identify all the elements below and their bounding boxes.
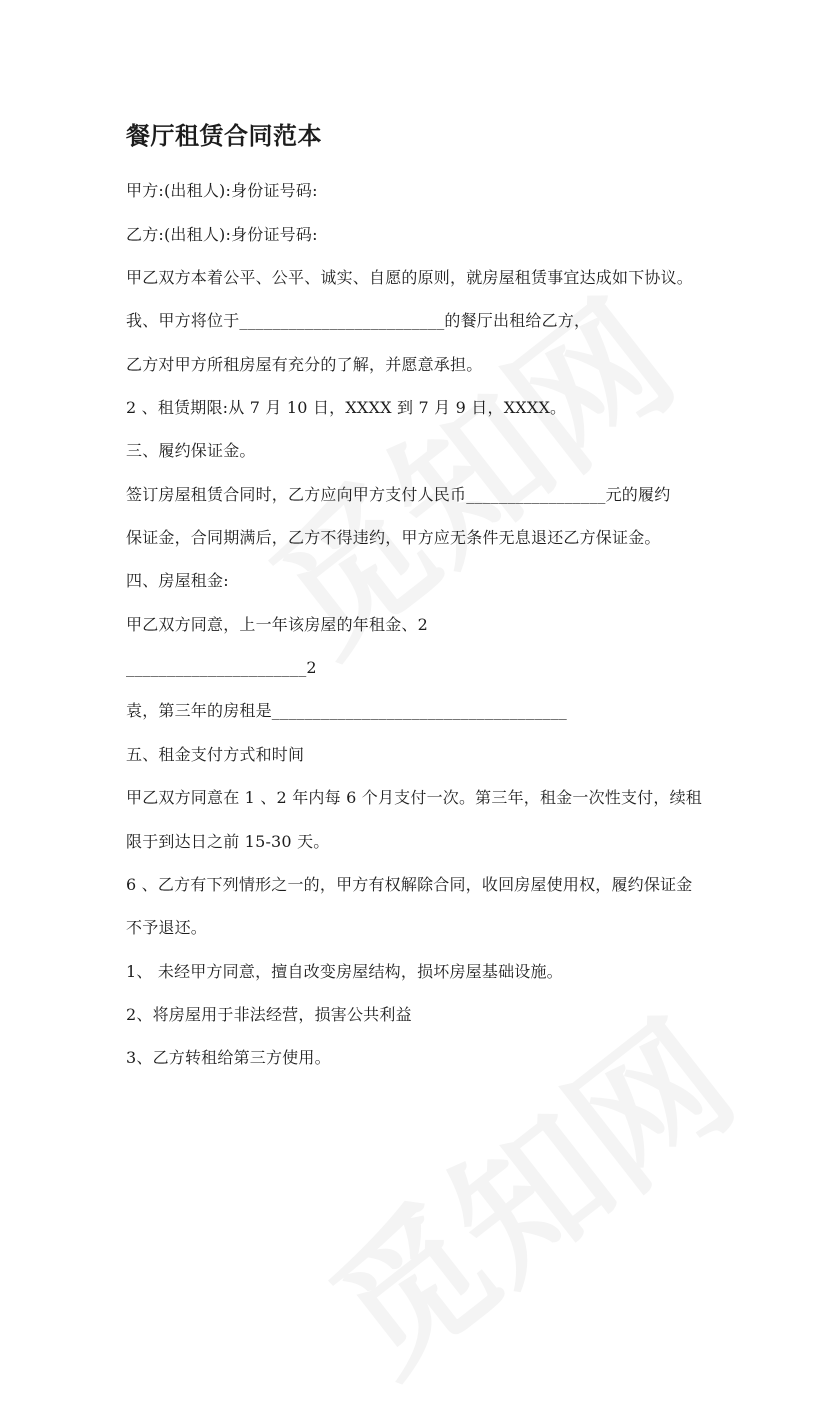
paragraph-line: 甲乙双方本着公平、公平、诚实、自愿的原则，就房屋租赁事宜达成如下协议。	[126, 268, 694, 287]
paragraph-line: 签订房屋租赁合同时，乙方应向甲方支付人民币_________________元的履约	[126, 485, 671, 504]
paragraph-line: 四、房屋租金:	[126, 571, 229, 590]
paragraph-line: 乙方:(出租人):身份证号码:	[126, 225, 318, 244]
paragraph-line: 2 、租赁期限:从 7 月 10 日，XXXX 到 7 月 9 日，XXXX。	[126, 398, 567, 417]
paragraph-line: 不予退还。	[126, 918, 208, 937]
paragraph-line: 我、甲方将位于_________________________的餐厅出租给乙方，	[126, 311, 591, 330]
paragraph-line: 6 、乙方有下列情形之一的，甲方有权解除合同，收回房屋使用权，履约保证金	[126, 875, 693, 894]
watermark-bottom	[281, 964, 769, 1411]
paragraph-line: 限于到达日之前 15-30 天。	[126, 832, 330, 851]
paragraph-line: ______________________2	[126, 658, 317, 677]
paragraph-line: 袁，第三年的房租是____________________________________	[126, 701, 568, 720]
paragraph-line: 五、租金支付方式和时间	[126, 745, 305, 764]
paragraph-line: 甲乙双方同意在 1 、2 年内每 6 个月支付一次。第三年，租金一次性支付，续租	[126, 788, 702, 807]
document-title: 餐厅租赁合同范本	[126, 121, 322, 150]
paragraph-line: 2、将房屋用于非法经营，损害公共利益	[126, 1005, 412, 1024]
paragraph-line: 3、乙方转租给第三方使用。	[126, 1048, 331, 1067]
paragraph-line: 乙方对甲方所租房屋有充分的了解，并愿意承担。	[126, 355, 483, 374]
paragraph-line: 保证金，合同期满后，乙方不得违约，甲方应无条件无息退还乙方保证金。	[126, 528, 661, 547]
paragraph-line: 甲乙双方同意，上一年该房屋的年租金、2	[126, 615, 428, 634]
paragraph-line: 甲方:(出租人):身份证号码:	[126, 181, 318, 200]
paragraph-line: 1、 未经甲方同意，擅自改变房屋结构，损坏房屋基础设施。	[126, 962, 563, 981]
paragraph-line: 三、履约保证金。	[126, 441, 256, 460]
